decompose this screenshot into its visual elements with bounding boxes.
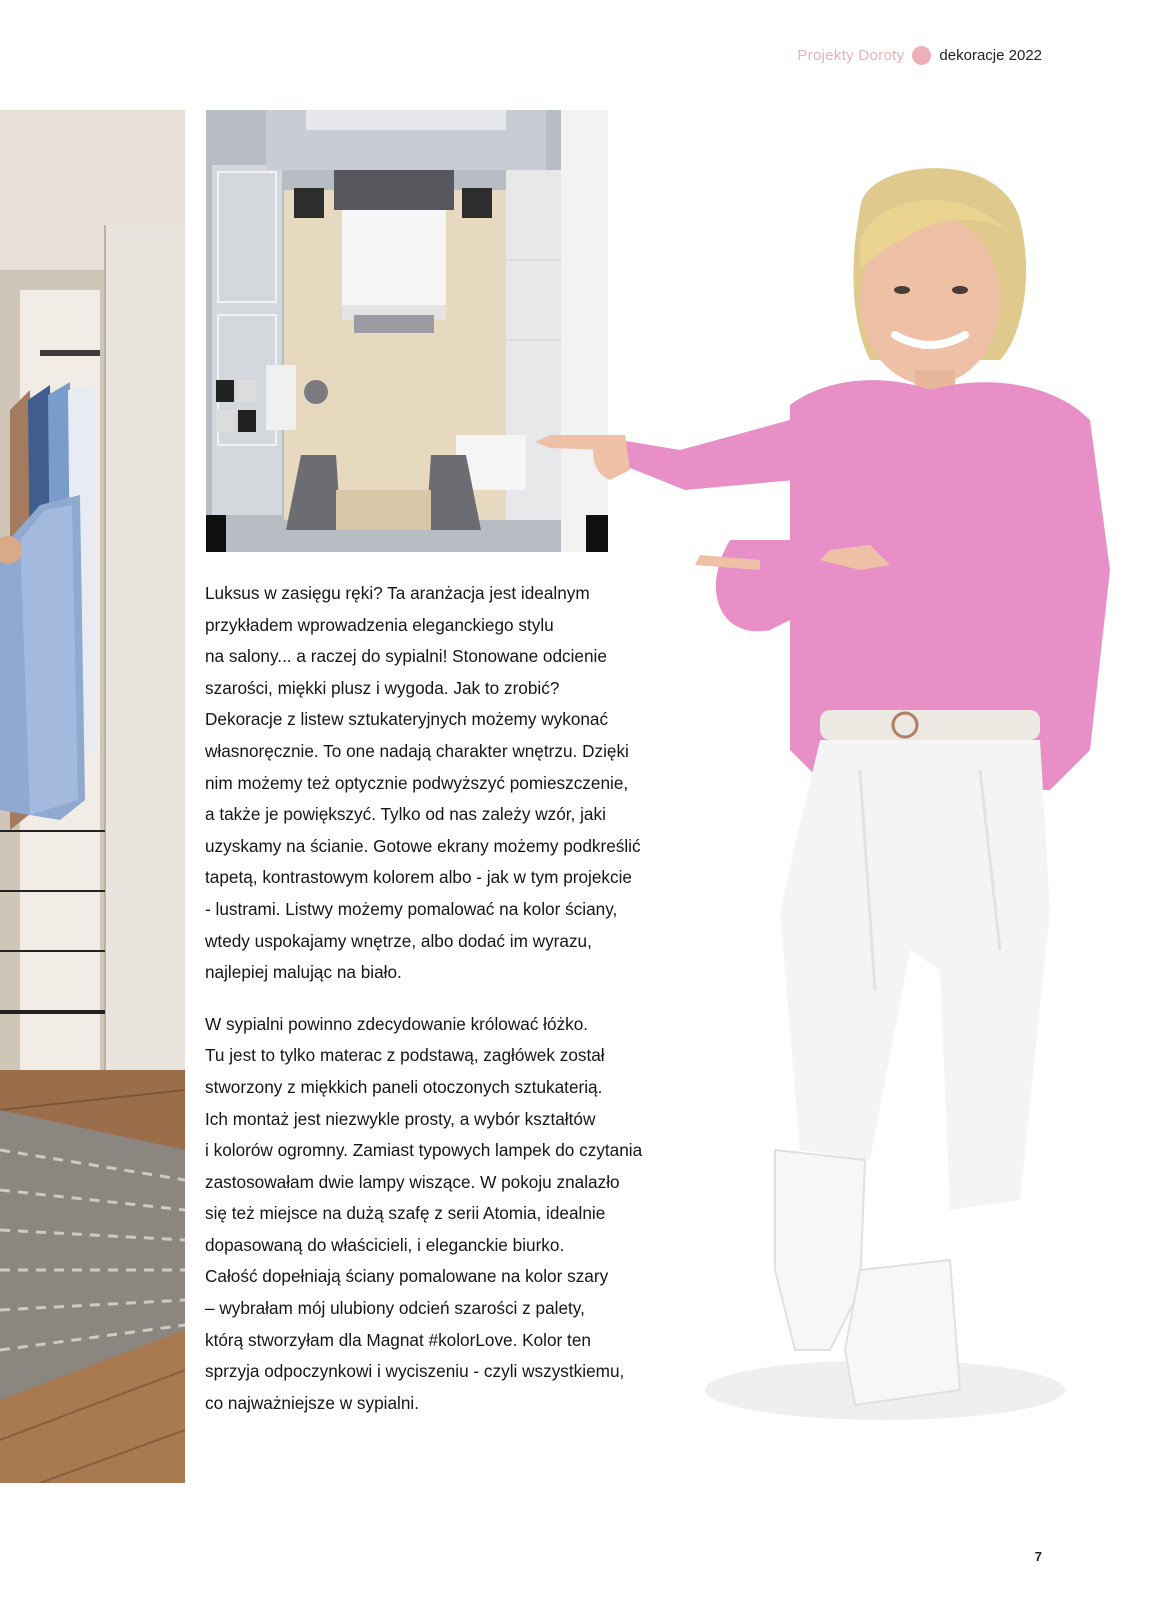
text-line: przykładem wprowadzenia eleganckiego stylu: [205, 614, 554, 635]
text-line: najlepiej malując na biało.: [205, 962, 402, 983]
text-line: a także je powiększyć. Tylko od nas zależy wzór, jaki: [205, 804, 606, 825]
brand-dot-icon: [912, 46, 931, 65]
text-line: własnoręcznie. To one nadają charakter wnętrzu. Dzięki: [205, 740, 629, 761]
text-line: wtedy uspokajamy wnętrze, albo dodać im wyrazu,: [205, 930, 592, 951]
text-line: dopasowaną do właścicieli, i eleganckie biurko.: [205, 1234, 565, 1255]
page-header: [797, 46, 1042, 65]
text-line: sprzyja odpoczynkowi i wyciszeniu - czyli wszystkiemu,: [205, 1361, 625, 1382]
text-line: uzyskamy na ścianie. Gotowe ekrany możemy podkreślić: [205, 835, 641, 856]
text-line: na salony... a raczej do sypialni! Stonowane odcienie: [205, 646, 607, 667]
page-number: 7: [1034, 1549, 1042, 1564]
brand-name: Projekty Doroty: [797, 47, 905, 64]
edition-label: dekoracje 2022: [939, 47, 1042, 64]
text-line: Ich montaż jest niezwykle prosty, a wybór kształtów: [205, 1108, 596, 1129]
text-line: W sypialni powinno zdecydowanie królować łóżko.: [205, 1013, 589, 1034]
text-line: szarości, miękki plusz i wygoda. Jak to zrobić?: [205, 677, 560, 698]
text-line: Luksus w zasięgu ręki? Ta aranżacja jest idealnym: [205, 583, 590, 603]
text-line: się też miejsce na dużą szafę z serii Atomia, idealnie: [205, 1203, 606, 1224]
text-line: - lustrami. Listwy możemy pomalować na kolor ściany,: [205, 898, 618, 919]
wardrobe-photo: [0, 110, 185, 1483]
paragraph-1: [205, 578, 725, 989]
text-line: zastosowałam dwie lampy wiszące. W pokoju znalazło: [205, 1171, 620, 1192]
text-line: i kolorów ogromny. Zamiast typowych lampek do czytania: [205, 1140, 643, 1161]
text-line: stworzony z miękkich paneli otoczonych sztukaterią.: [205, 1076, 603, 1097]
paragraph-2: [205, 1009, 725, 1420]
text-line: Dekoracje z listew sztukateryjnych możemy wykonać: [205, 709, 609, 730]
text-line: Tu jest to tylko materac z podstawą, zagłówek został: [205, 1045, 605, 1066]
text-line: tapetą, kontrastowym kolorem albo - jak w tym projekcie: [205, 867, 632, 888]
text-line: – wybrałam mój ulubiony odcień szarości z palety,: [205, 1298, 585, 1319]
text-line: co najważniejsze w sypialni.: [205, 1392, 419, 1413]
article-body: [205, 578, 725, 1419]
text-line: Całość dopełniają ściany pomalowane na kolor szary: [205, 1266, 609, 1287]
text-line: nim możemy też optycznie podwyższyć pomieszczenie,: [205, 772, 629, 793]
text-line: którą stworzyłam dla Magnat #kolorLove. Kolor ten: [205, 1329, 591, 1350]
